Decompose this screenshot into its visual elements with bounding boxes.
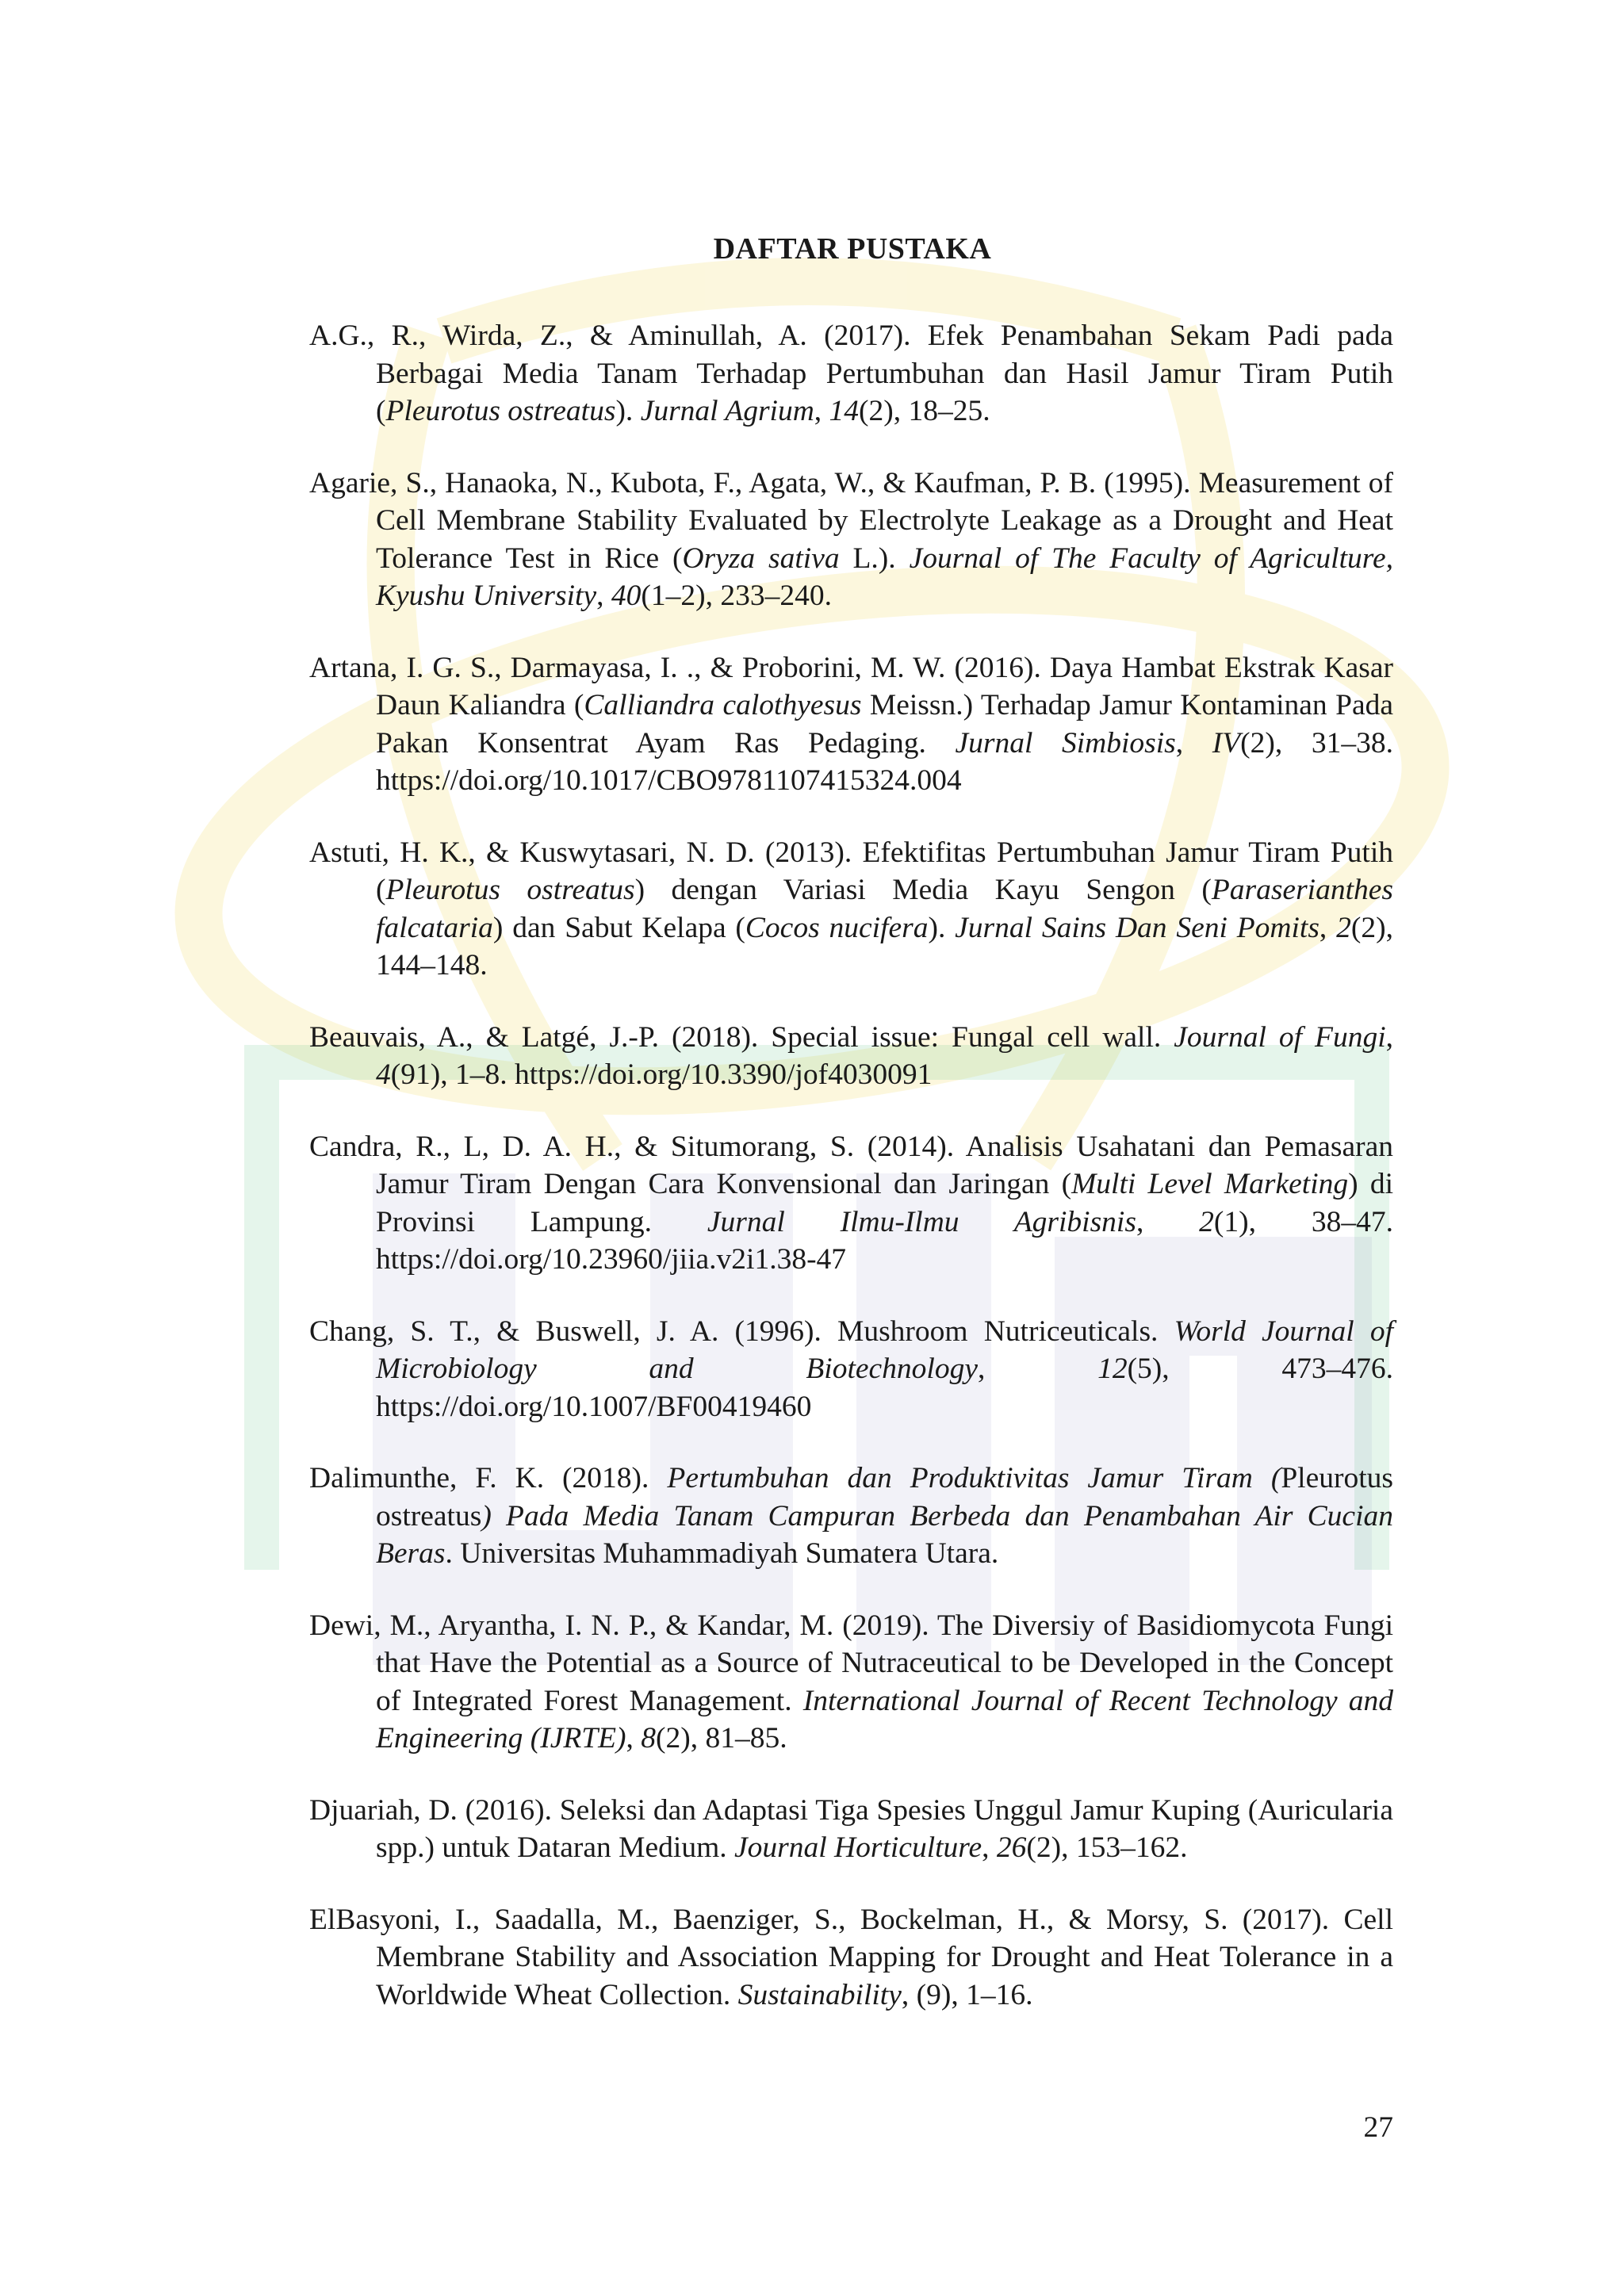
reference-entry — [309, 1019, 1393, 1094]
reference-italic-text: 26 — [996, 1831, 1027, 1864]
reference-text: (2), 18–25. — [859, 395, 990, 427]
reference-text: (5), 473–476. https://doi.org/10.1007/BF00419460 — [376, 1353, 1393, 1423]
reference-italic-text: Jurnal Agrium — [640, 395, 814, 427]
reference-text: Pleurotus ostreatus — [376, 1462, 1393, 1533]
reference-italic-text: Journal of Fungi — [1174, 1020, 1386, 1054]
reference-entry — [309, 465, 1393, 615]
reference-italic-text: Oryza sativa — [682, 541, 840, 575]
reference-italic-text: 2 — [1199, 1205, 1214, 1238]
reference-italic-text: World Journal of Microbiology and Biotechnology — [376, 1314, 1393, 1385]
reference-text: , (9), 1–16. — [901, 1978, 1033, 2011]
reference-text: ) di Provinsi Lampung. — [376, 1168, 1393, 1238]
reference-text: Dalimunthe, F. K. (2018). — [309, 1462, 668, 1494]
reference-italic-text: Cocos nucifera — [745, 911, 929, 944]
reference-text: ). — [928, 911, 956, 944]
reference-text: , — [596, 580, 611, 612]
reference-text: ) dan Sabut Kelapa ( — [492, 911, 745, 944]
reference-text: Djuariah, D. (2016). Seleksi dan Adaptasi Tiga Spesies Unggul Jamur Kuping (Auricularia spp.) untuk Dataran Medium. — [309, 1793, 1393, 1864]
reference-italic-text: 40 — [611, 580, 642, 612]
reference-text: (91), 1–8. https://doi.org/10.3390/jof4030091 — [390, 1058, 933, 1091]
reference-italic-text: 2 — [1336, 911, 1351, 944]
reference-text: Artana, I. G. S., Darmayasa, I. ., & Proborini, M. W. (2016). Daya Hambat Ekstrak Kasar Daun Kaliandra ( — [309, 651, 1393, 721]
reference-entry — [309, 1607, 1393, 1758]
reference-text: , — [1136, 1205, 1200, 1238]
reference-text: . Universitas Muhammadiyah Sumatera Utara. — [445, 1537, 999, 1570]
reference-entry — [309, 1901, 1393, 2015]
reference-list — [309, 317, 1393, 2048]
reference-italic-text: International Journal of Recent Technology and Engineering (IJRTE) — [376, 1684, 1393, 1755]
reference-text: , — [1175, 726, 1212, 760]
reference-italic-text: Sustainability — [737, 1978, 902, 2011]
reference-italic-text: Calliandra calothyesus — [584, 689, 862, 721]
reference-entry — [309, 1313, 1393, 1426]
reference-italic-text: Journal of The Faculty of Agriculture, Kyushu University — [376, 541, 1393, 612]
reference-text: Meissn.) Terhadap Jamur Kontaminan Pada Pakan Konsentrat Ayam Ras Pedaging. — [376, 689, 1393, 760]
reference-italic-text: Multi Level Marketing — [1071, 1168, 1349, 1200]
reference-italic-text: 12 — [1097, 1353, 1128, 1385]
reference-text: Beauvais, A., & Latgé, J.-P. (2018). Special issue: Fungal cell wall. — [309, 1020, 1174, 1054]
reference-italic-text: Jurnal Ilmu-Ilmu Agribisnis — [707, 1205, 1136, 1238]
reference-entry — [309, 317, 1393, 430]
reference-italic-text: Paraserianthes falcataria — [376, 874, 1393, 944]
reference-text: Agarie, S., Hanaoka, N., Kubota, F., Agata, W., & Kaufman, P. B. (1995). Measurement of Cell Membrane Stability Evaluated by Electrolyte Leakage as a Drought and Heat Tolerance Test in Rice ( — [309, 466, 1393, 575]
reference-italic-text: 4 — [376, 1058, 391, 1091]
reference-text: , — [1385, 1020, 1393, 1054]
reference-italic-text: Jurnal Simbiosis — [955, 726, 1176, 760]
reference-text: , — [1319, 911, 1337, 944]
reference-text: ElBasyoni, I., Saadalla, M., Baenziger, S., Bockelman, H., & Morsy, S. (2017). Cell Membrane Stability and Association Mapping for Drought and Heat Tolerance in a Worldwide Wheat Collection. — [309, 1903, 1393, 2011]
reference-text: , — [977, 1353, 1098, 1385]
page-title: DAFTAR PUSTAKA — [713, 232, 992, 266]
reference-text: Dewi, M., Aryantha, I. N. P., & Kandar, M. (2019). The Diversiy of Basidiomycota Fungi that Have the Potential as a Source of Nutraceutical to be Developed in the Concept of Integrated Forest Management. — [309, 1609, 1393, 1717]
reference-text: Candra, R., L, D. A. H., & Situmorang, S. (2014). Analisis Usahatani dan Pemasaran Jamur Tiram Dengan Cara Konvensional dan Jaringan ( — [309, 1130, 1393, 1200]
reference-text: Chang, S. T., & Buswell, J. A. (1996). Mushroom Nutriceuticals. — [309, 1314, 1174, 1348]
reference-text: (2), 81–85. — [656, 1722, 787, 1755]
reference-text: , — [626, 1722, 642, 1755]
reference-text: (2), 144–148. — [376, 911, 1393, 982]
reference-text: , — [982, 1831, 997, 1864]
reference-text: (2), 31–38. https://doi.org/10.1017/CBO9781107415324.004 — [376, 726, 1393, 797]
reference-italic-text: Pertumbuhan dan Produktivitas Jamur Tiram ( — [667, 1462, 1281, 1494]
reference-text: (2), 153–162. — [1026, 1831, 1188, 1864]
reference-italic-text: 8 — [641, 1722, 657, 1755]
reference-italic-text: Pleurotus ostreatus — [385, 395, 616, 427]
reference-italic-text: ) Pada Media Tanam Campuran Berbeda dan Penambahan Air Cucian Beras — [376, 1499, 1393, 1570]
reference-text: (1–2), 233–240. — [641, 580, 832, 612]
reference-italic-text: 14 — [829, 395, 860, 427]
reference-italic-text: Pleurotus ostreatus — [385, 874, 635, 906]
reference-entry — [309, 834, 1393, 985]
reference-text: Astuti, H. K., & Kuswytasari, N. D. (2013). Efektifitas Pertumbuhan Jamur Tiram Putih ( — [309, 836, 1393, 906]
reference-text: A.G., R., Wirda, Z., & Aminullah, A. (2017). Efek Penambahan Sekam Padi pada Berbagai Media Tanam Terhadap Pertumbuhan dan Hasil Jamur Tiram Putih ( — [309, 320, 1393, 427]
reference-italic-text: Journal Horticulture — [734, 1831, 982, 1864]
reference-text: L.). — [839, 541, 910, 575]
reference-italic-text: IV — [1212, 726, 1241, 760]
reference-entry — [309, 1128, 1393, 1279]
reference-italic-text: Jurnal Sains Dan Seni Pomits — [955, 911, 1320, 944]
reference-entry — [309, 649, 1393, 800]
reference-text: ). — [615, 395, 641, 427]
reference-text: (1), 38–47. https://doi.org/10.23960/jiia.v2i1.38-47 — [376, 1205, 1394, 1276]
page-number: 27 — [1363, 2111, 1393, 2144]
reference-text: , — [814, 395, 829, 427]
reference-text: ) dengan Variasi Media Kayu Sengon ( — [634, 874, 1212, 906]
reference-entry — [309, 1792, 1393, 1867]
reference-entry — [309, 1460, 1393, 1573]
